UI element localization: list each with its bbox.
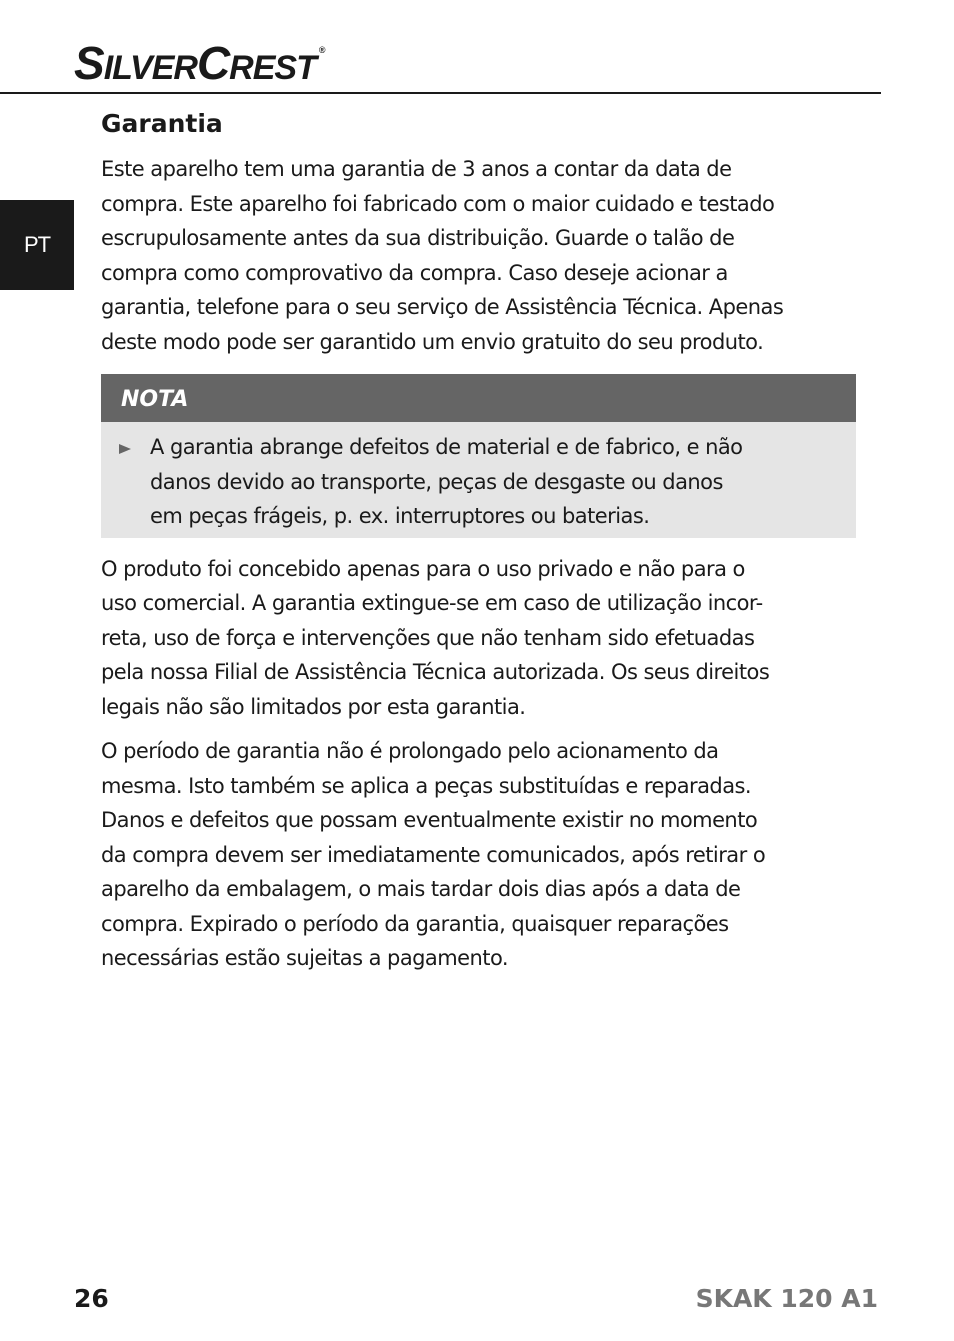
text-line: da compra devem ser imediatamente comunicados, após retirar o: [101, 842, 766, 867]
text-line: O período de garantia não é prolongado pelo acionamento da: [101, 739, 719, 763]
period-paragraph: [101, 734, 856, 976]
intro-paragraph: [101, 152, 856, 359]
usage-paragraph: [101, 552, 856, 725]
text-line: compra. Expirado o período da garantia, quaisquer reparações: [101, 911, 729, 936]
language-tab: [0, 200, 74, 290]
brand-logo: SILVERCREST ®: [74, 37, 325, 89]
note-header: NOTA: [101, 374, 856, 422]
text-line: aparelho da embalagem, o mais tardar dois dias após a data de: [101, 877, 741, 901]
text-line: compra como comprovativo da compra. Caso deseje acionar a: [101, 260, 728, 285]
text-line: legais não são limitados por esta garantia.: [101, 694, 526, 719]
text-line: danos devido ao transporte, peças de desgaste ou danos: [150, 469, 723, 494]
text-line: A garantia abrange defeitos de material e de fabrico, e não: [150, 435, 743, 459]
section-title: Garantia: [101, 109, 223, 138]
text-line: mesma. Isto também se aplica a peças substituídas e reparadas.: [101, 773, 752, 798]
text-line: escrupulosamente antes da sua distribuição. Guarde o talão de: [101, 226, 735, 250]
page-number: 26: [74, 1284, 109, 1313]
text-line: Este aparelho tem uma garantia de 3 anos a contar da data de: [101, 157, 732, 181]
text-line: deste modo pode ser garantido um envio gratuito do seu produto.: [101, 329, 764, 354]
note-box: [101, 374, 856, 538]
text-line: O produto foi concebido apenas para o uso privado e não para o: [101, 556, 745, 581]
text-line: pela nossa Filial de Assistência Técnica autorizada. Os seus direitos: [101, 660, 770, 684]
note-text: [150, 430, 856, 534]
text-line: compra. Este aparelho foi fabricado com o maior cuidado e testado: [101, 191, 775, 216]
text-line: necessárias estão sujeitas a pagamento.: [101, 946, 509, 970]
text-line: garantia, telefone para o seu serviço de Assistência Técnica. Apenas: [101, 295, 784, 319]
language-label: PT: [23, 232, 51, 257]
text-line: uso comercial. A garantia extingue-se em caso de utilização incor-: [101, 591, 763, 615]
model-number: SKAK 120 A1: [695, 1284, 878, 1313]
bullet-arrow-icon: [119, 444, 131, 454]
note-body: [101, 422, 856, 538]
text-line: reta, uso de força e intervenções que não tenham sido efetuadas: [101, 625, 755, 650]
header-rule: [0, 92, 881, 94]
text-line: em peças frágeis, p. ex. interruptores ou baterias.: [150, 504, 650, 528]
page-content: [101, 108, 856, 986]
text-line: Danos e defeitos que possam eventualmente existir no momento: [101, 808, 758, 832]
